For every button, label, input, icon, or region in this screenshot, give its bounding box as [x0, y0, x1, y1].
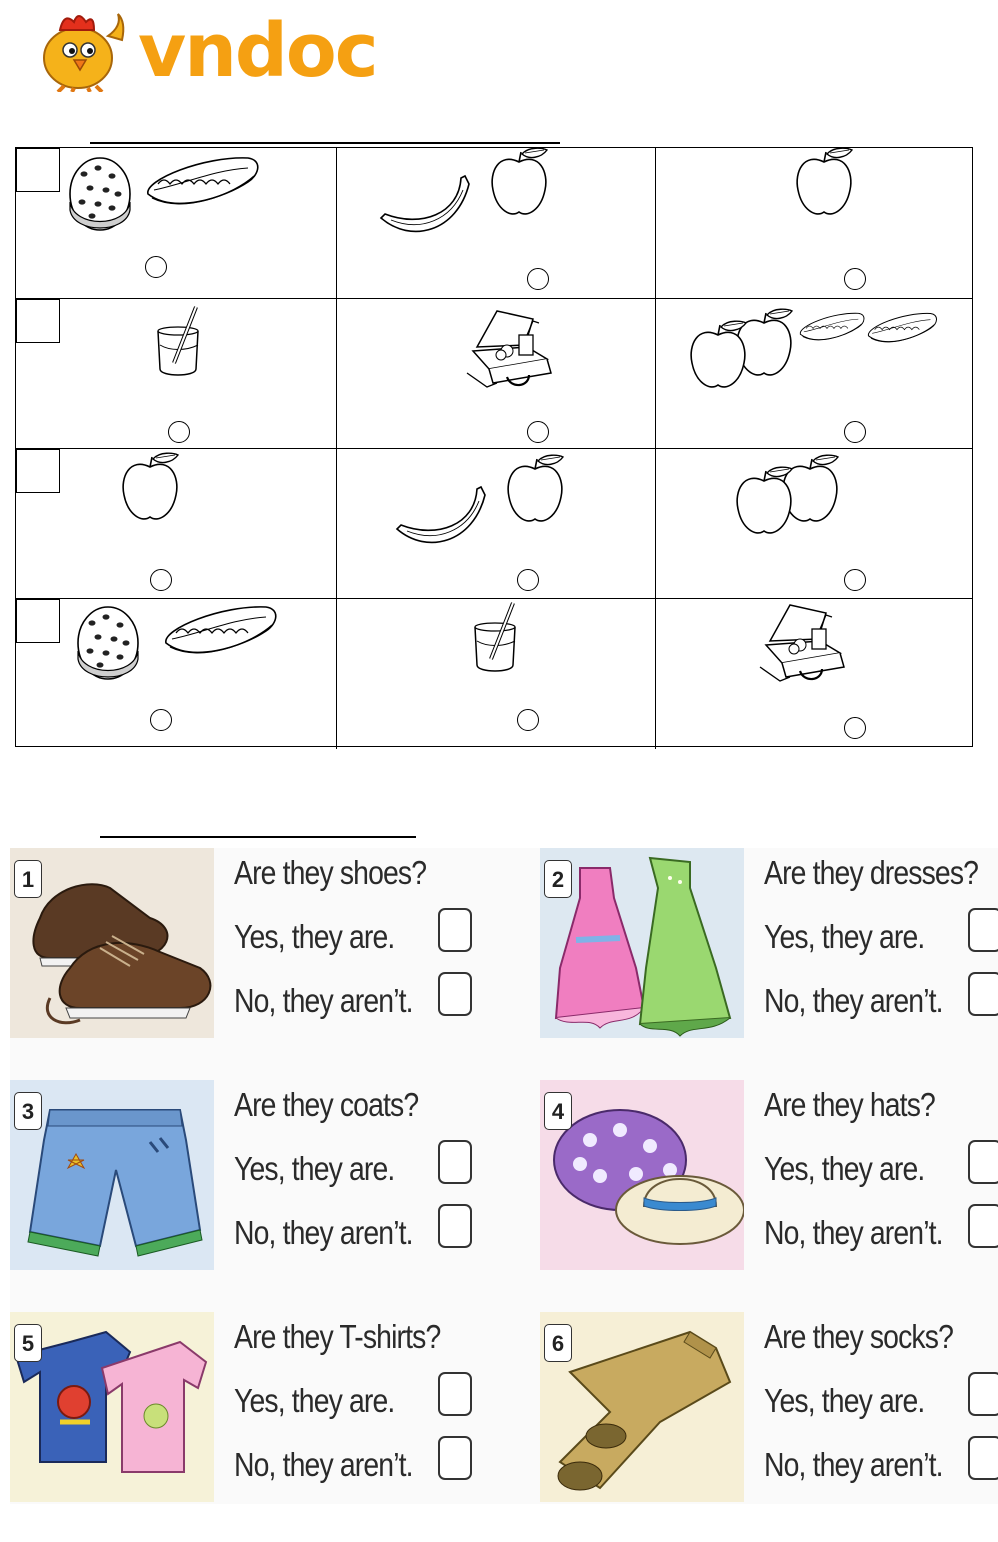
no-answer-text: No, they aren’t.	[764, 1214, 943, 1251]
cookie-icon	[78, 607, 138, 679]
yes-checkbox[interactable]	[438, 908, 472, 952]
apple-icon	[492, 148, 547, 214]
yes-checkbox[interactable]	[438, 1372, 472, 1416]
answer-circle[interactable]	[168, 421, 190, 443]
question-text: Are they T-shirts?	[234, 1318, 441, 1355]
no-answer-text: No, they aren’t.	[234, 1214, 413, 1251]
no-checkbox[interactable]	[968, 972, 998, 1016]
food-option-cell	[336, 599, 655, 749]
answer-circle[interactable]	[844, 717, 866, 739]
answer-circle[interactable]	[150, 709, 172, 731]
yes-answer-text: Yes, they are.	[764, 1382, 925, 1419]
clothes-exercise	[10, 848, 998, 1504]
apple-icon	[691, 321, 746, 387]
question-text: Are they dresses?	[764, 854, 979, 891]
sandwiches-icon	[800, 313, 936, 342]
row-number-box	[16, 449, 60, 493]
yes-checkbox[interactable]	[968, 908, 998, 952]
section-2-title-line	[100, 836, 416, 838]
food-option-cell	[16, 449, 336, 599]
answer-circle[interactable]	[150, 569, 172, 591]
food-option-cell	[336, 449, 655, 599]
sandwich-icon	[800, 313, 864, 340]
apple-icon	[123, 453, 178, 519]
food-option-cell	[655, 148, 973, 298]
lunchbox-icon	[467, 311, 551, 387]
apple-icon	[508, 455, 563, 521]
question-number-badge: 3	[14, 1092, 42, 1130]
food-row	[16, 598, 972, 748]
food-option-cell	[336, 148, 655, 298]
question-number-badge: 2	[544, 860, 572, 898]
juice-glass-icon	[158, 307, 198, 375]
sandwich-icon	[166, 607, 276, 653]
food-choice-table	[15, 147, 973, 747]
food-option-cell	[16, 599, 336, 749]
question-number-badge: 6	[544, 1324, 572, 1362]
no-answer-text: No, they aren’t.	[764, 982, 943, 1019]
food-option-cell	[16, 148, 336, 298]
no-checkbox[interactable]	[968, 1436, 998, 1480]
question-text: Are they socks?	[764, 1318, 954, 1355]
yes-checkbox[interactable]	[968, 1372, 998, 1416]
no-checkbox[interactable]	[438, 1436, 472, 1480]
food-row	[16, 448, 972, 598]
clothes-question-item	[540, 1080, 998, 1310]
no-answer-text: No, they aren’t.	[234, 982, 413, 1019]
apples-icon	[691, 309, 792, 387]
row-number-box	[16, 599, 60, 643]
food-option-cell	[336, 299, 655, 449]
answer-circle[interactable]	[517, 569, 539, 591]
answer-circle[interactable]	[527, 421, 549, 443]
answer-circle[interactable]	[527, 268, 549, 290]
yes-checkbox[interactable]	[968, 1140, 998, 1184]
juice-glass-icon	[475, 603, 515, 671]
cookie-icon	[70, 158, 130, 230]
row-number-box	[16, 148, 60, 192]
yes-answer-text: Yes, they are.	[234, 1150, 395, 1187]
question-text: Are they shoes?	[234, 854, 427, 891]
clothes-question-item	[10, 848, 504, 1078]
answer-circle[interactable]	[844, 569, 866, 591]
yes-checkbox[interactable]	[438, 1140, 472, 1184]
answer-circle[interactable]	[844, 421, 866, 443]
no-checkbox[interactable]	[968, 1204, 998, 1248]
answer-circle[interactable]	[844, 268, 866, 290]
clothes-question-item	[540, 848, 998, 1078]
no-answer-text: No, they aren’t.	[234, 1446, 413, 1483]
answer-circle[interactable]	[517, 709, 539, 731]
question-text: Are they coats?	[234, 1086, 419, 1123]
clothes-question-item	[10, 1080, 504, 1310]
clothes-question-item	[10, 1312, 504, 1542]
apple-icon	[797, 148, 852, 214]
clothes-question-item	[540, 1312, 998, 1542]
question-number-badge: 5	[14, 1324, 42, 1362]
food-option-cell	[655, 599, 973, 749]
logo-text: vndoc	[138, 8, 377, 94]
no-checkbox[interactable]	[438, 1204, 472, 1248]
yes-answer-text: Yes, they are.	[764, 1150, 925, 1187]
banana-icon	[397, 487, 485, 542]
yes-answer-text: Yes, they are.	[234, 1382, 395, 1419]
row-number-box	[16, 299, 60, 343]
no-answer-text: No, they aren’t.	[764, 1446, 943, 1483]
food-option-cell	[16, 299, 336, 449]
food-option-cell	[655, 299, 973, 449]
sandwich-icon	[148, 158, 258, 204]
food-row	[16, 148, 972, 298]
chick-mascot-icon	[30, 6, 130, 92]
apples-icon	[737, 455, 838, 533]
food-option-cell	[655, 449, 973, 599]
lunchbox-icon	[760, 605, 844, 681]
banana-icon	[381, 176, 469, 231]
section-1-title-line	[90, 142, 560, 144]
vndoc-logo	[30, 6, 377, 94]
question-text: Are they hats?	[764, 1086, 935, 1123]
no-checkbox[interactable]	[438, 972, 472, 1016]
question-number-badge: 1	[14, 860, 42, 898]
answer-circle[interactable]	[145, 256, 167, 278]
food-row	[16, 298, 972, 448]
apple-icon	[783, 455, 838, 521]
apple-icon	[737, 309, 792, 375]
sandwich-icon	[868, 313, 936, 341]
yes-answer-text: Yes, they are.	[764, 918, 925, 955]
yes-answer-text: Yes, they are.	[234, 918, 395, 955]
question-number-badge: 4	[544, 1092, 572, 1130]
apple-icon	[737, 467, 792, 533]
